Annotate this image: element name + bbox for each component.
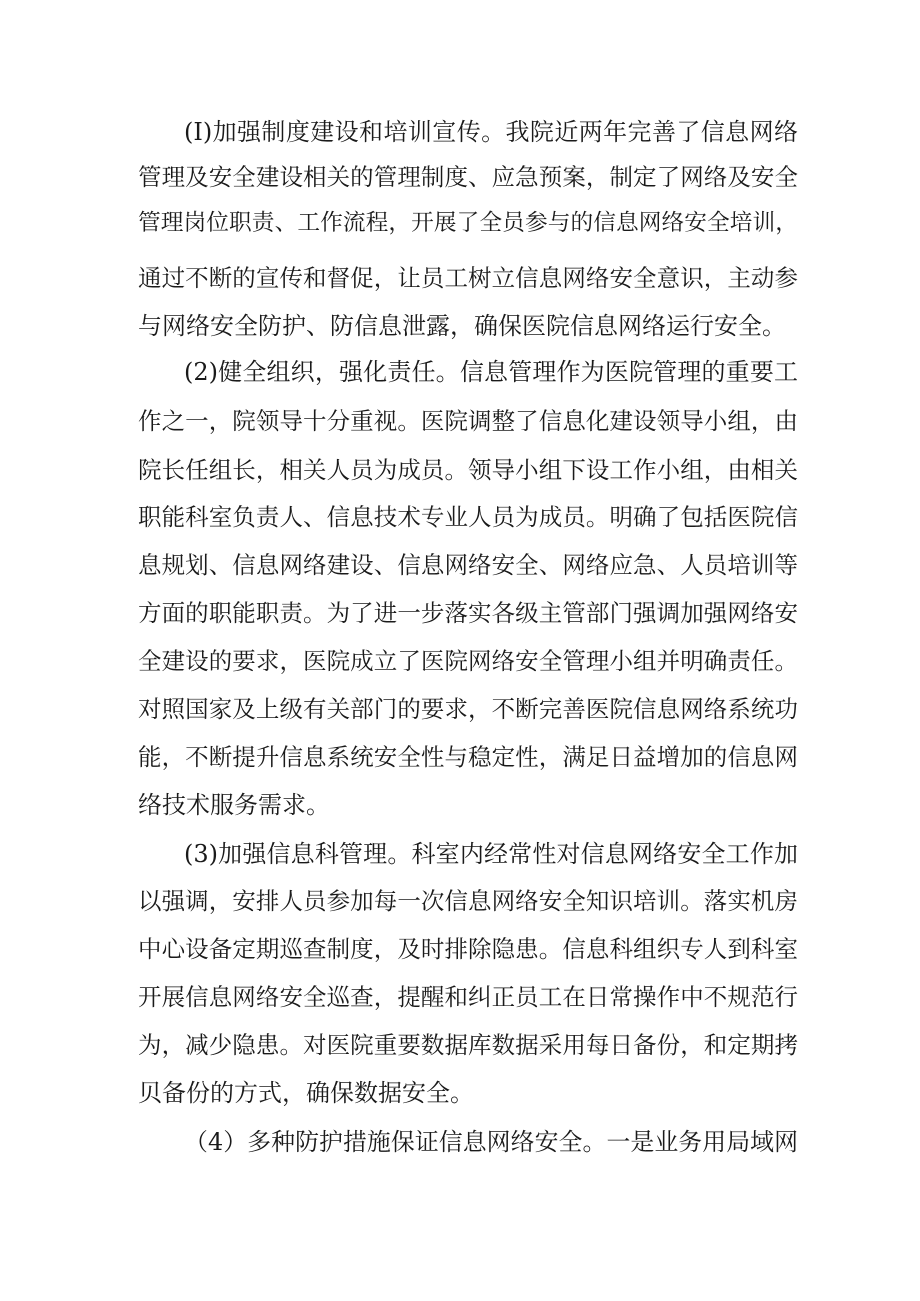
- paragraph-1-line-3: 管理岗位职责、工作流程，开展了全员参与的信息网络安全培训，: [138, 210, 798, 236]
- paragraph-2-line-4: 职能科室负责人、信息技术专业人员为成员。明确了包括医院信: [138, 503, 798, 531]
- paragraph-1-line-1: (I)加强制度建设和培训宣传。我院近两年完善了信息网络: [184, 118, 798, 146]
- paragraph-2-line-2: 作之一，院领导十分重视。医院调整了信息化建设领导小组，由: [138, 407, 798, 435]
- paragraph-2-line-6: 方面的职能职责。为了进一步落实各级主管部门强调加强网络安: [138, 599, 798, 627]
- paragraph-2-line-1: (2)健全组织，强化责任。信息管理作为医院管理的重要工: [184, 358, 798, 386]
- paragraph-3-line-3: 中心设备定期巡查制度，及时排除隐患。信息科组织专人到科室: [138, 935, 798, 963]
- paragraph-3-line-2: 以强调，安排人员参加每一次信息网络安全知识培训。落实机房: [138, 887, 798, 915]
- paragraph-1-line-4: 通过不断的宣传和督促，让员工树立信息网络安全意识，主动参: [138, 264, 798, 292]
- paragraph-3-line-1: (3)加强信息科管理。科室内经常性对信息网络安全工作加: [184, 840, 798, 868]
- paragraph-2-line-7: 全建设的要求，医院成立了医院网络安全管理小组并明确责任。: [138, 647, 798, 675]
- paragraph-2-line-10: 络技术服务需求。: [138, 791, 330, 819]
- paragraph-2-line-9: 能，不断提升信息系统安全性与稳定性，满足日益增加的信息网: [138, 743, 798, 771]
- paragraph-1-line-5: 与网络安全防护、防信息泄露，确保医院信息网络运行安全。: [138, 312, 786, 340]
- paragraph-3-line-4: 开展信息网络安全巡查，提醒和纠正员工在日常操作中不规范行: [138, 983, 798, 1011]
- paragraph-2-line-8: 对照国家及上级有关部门的要求，不断完善医院信息网络系统功: [138, 695, 798, 723]
- paragraph-3-line-6: 贝备份的方式，确保数据安全。: [138, 1079, 474, 1107]
- paragraph-2-line-3: 院长任组长，相关人员为成员。领导小组下设工作小组，由相关: [138, 456, 798, 484]
- paragraph-4-line-1: （4）多种防护措施保证信息网络安全。一是业务用局域网: [184, 1128, 798, 1156]
- paragraph-3-line-5: 为，减少隐患。对医院重要数据库数据采用每日备份，和定期拷: [138, 1031, 798, 1059]
- paragraph-2-line-5: 息规划、信息网络建设、信息网络安全、网络应急、人员培训等: [138, 551, 798, 579]
- paragraph-1-line-2: 管理及安全建设相关的管理制度、应急预案，制定了网络及安全: [138, 163, 798, 191]
